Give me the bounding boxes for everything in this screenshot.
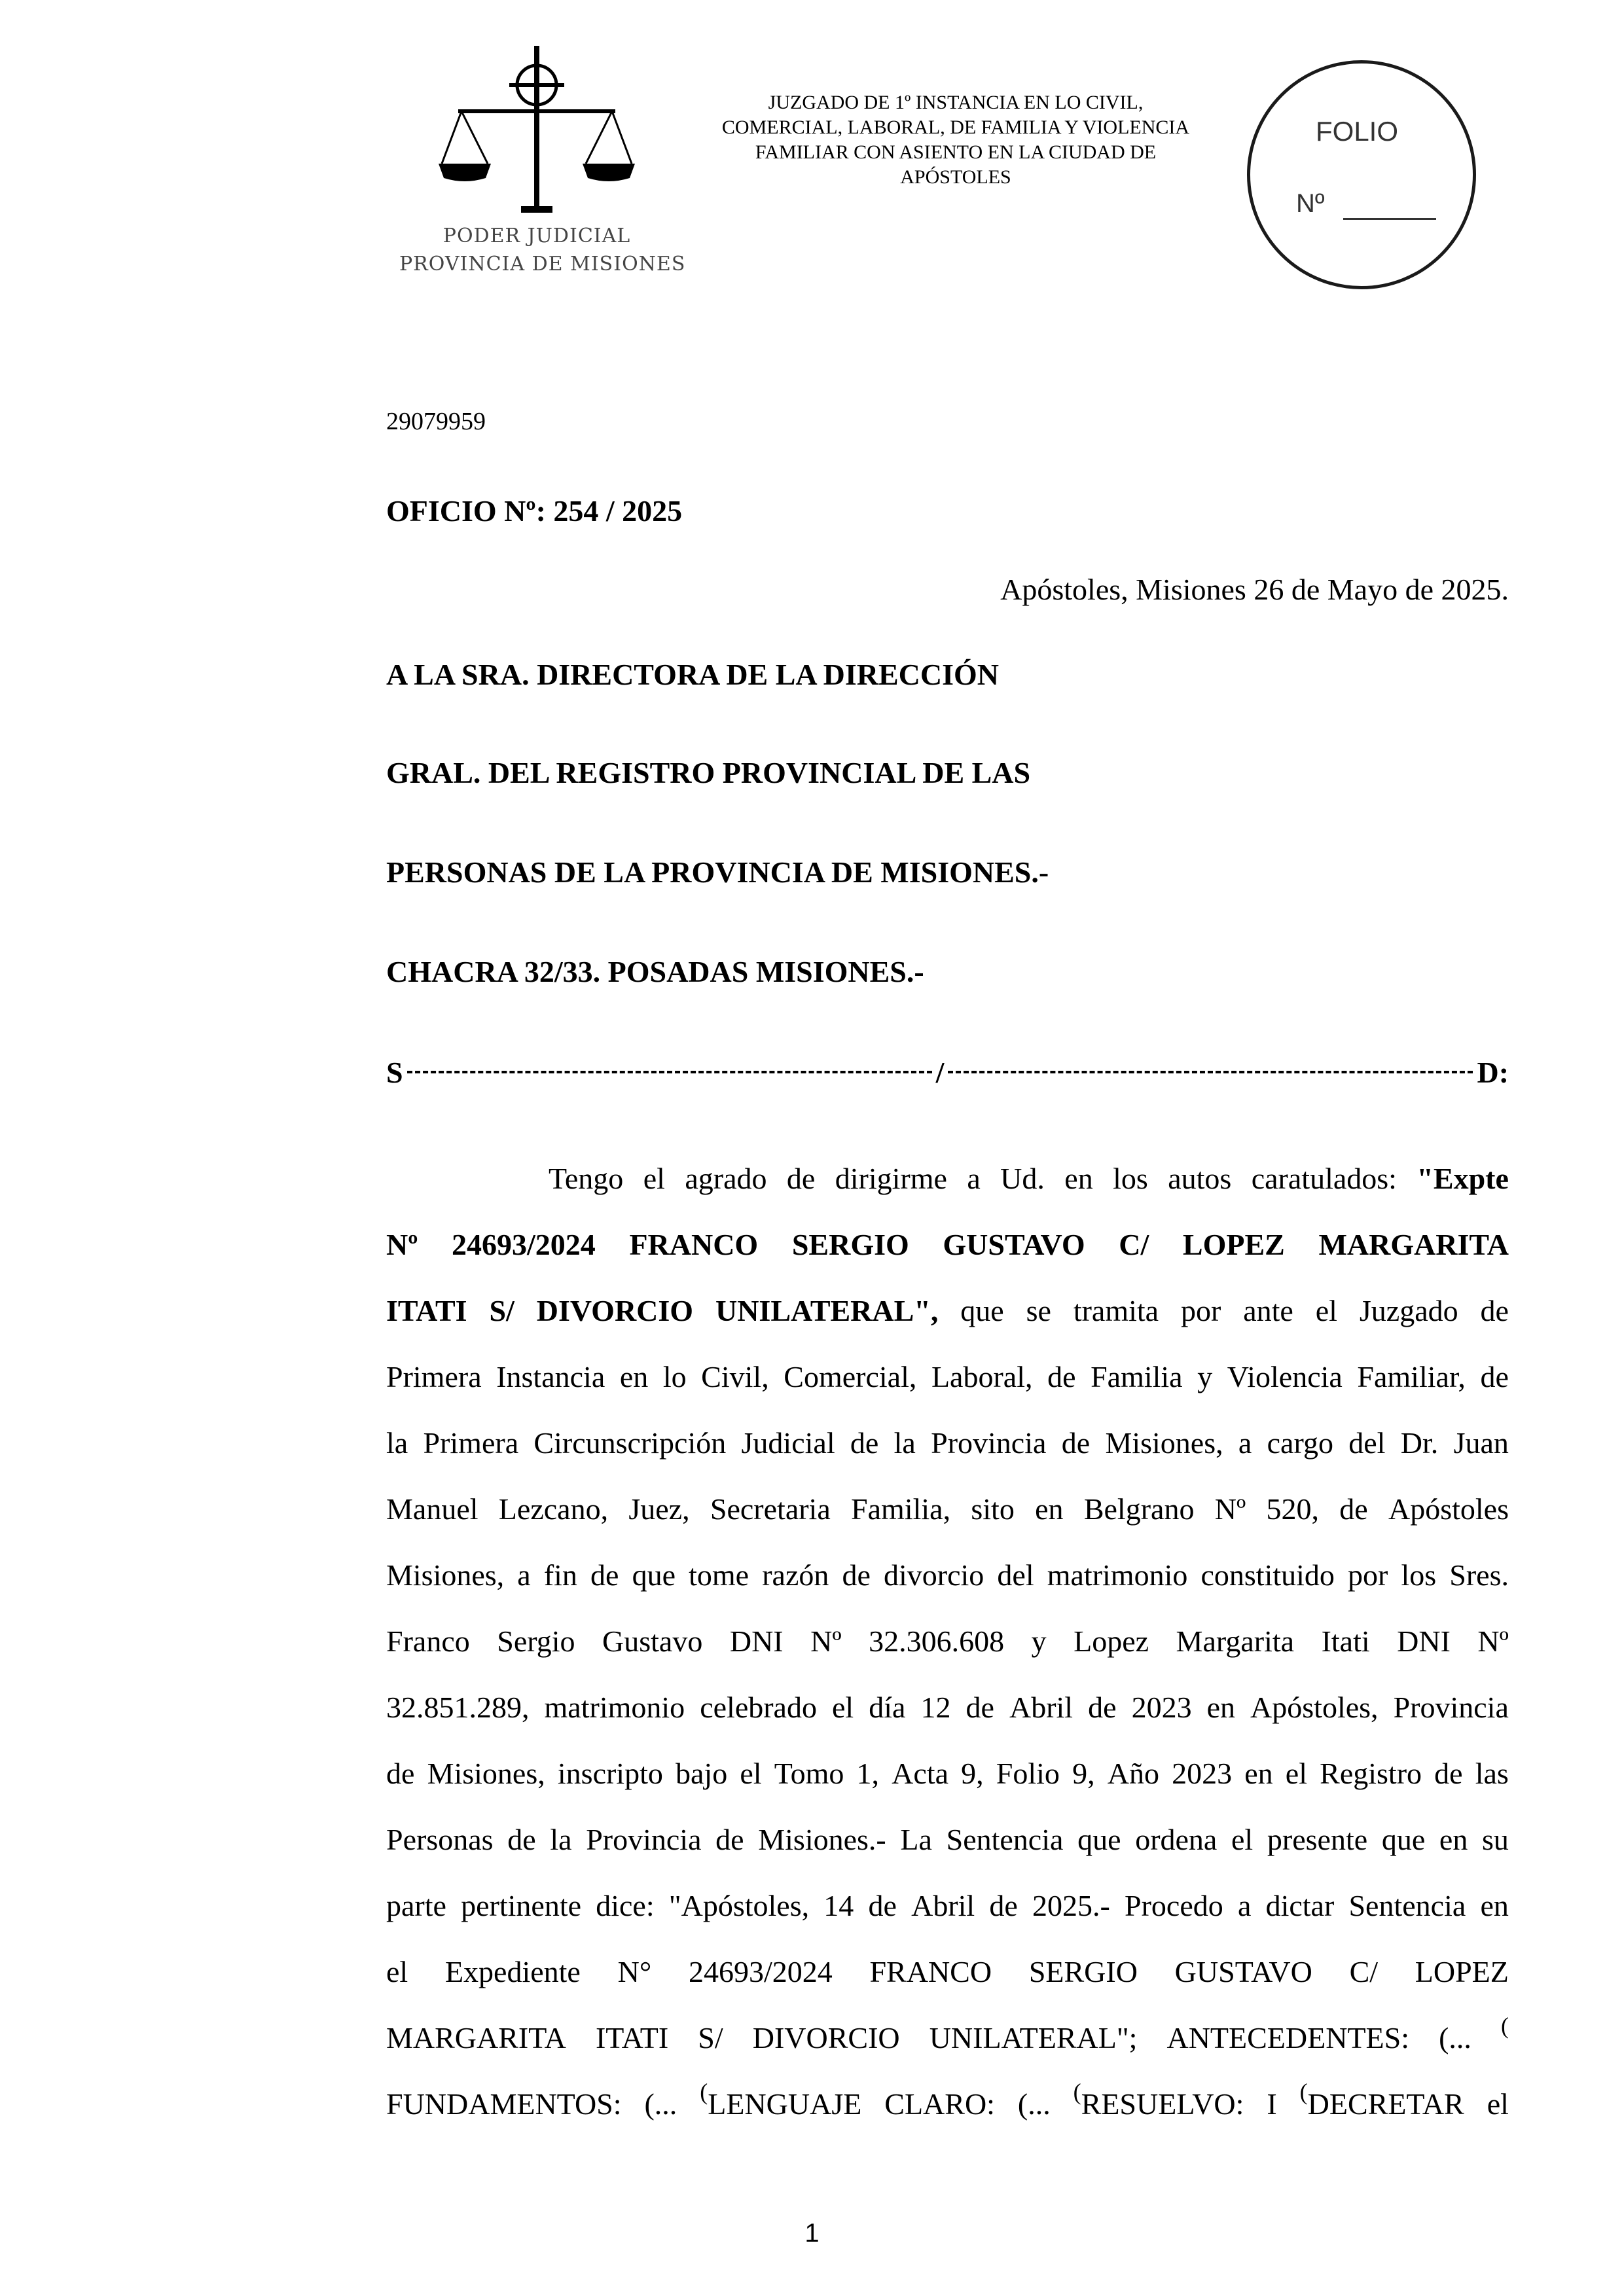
body-word: Nº: [810, 1624, 842, 1658]
body-word: Circunscripción: [533, 1426, 727, 1460]
body-word: DIVORCIO: [752, 2021, 900, 2054]
body-word: Misiones,: [386, 1558, 505, 1592]
body-word: el: [386, 1955, 408, 1988]
body-word: las: [1475, 1757, 1509, 1790]
body-word: Folio: [996, 1757, 1060, 1790]
body-word: matrimonio: [544, 1691, 685, 1724]
body-word: que: [960, 1294, 1004, 1327]
body-word: Judicial: [741, 1426, 835, 1460]
body-word: en: [1244, 1757, 1273, 1790]
body-line: [386, 1674, 1509, 1740]
body-word: S/: [698, 2021, 723, 2054]
body-word: Comercial,: [784, 1360, 917, 1393]
body-word: 14: [823, 1889, 854, 1922]
body-word: LOPEZ: [1182, 1228, 1285, 1261]
body-word: en: [1206, 1691, 1236, 1724]
body-word: GUSTAVO: [943, 1228, 1085, 1261]
body-word: el: [1487, 2087, 1509, 2121]
body-word: de: [715, 1823, 744, 1856]
body-line: [386, 1211, 1509, 1278]
body-word: inscripto: [557, 1757, 663, 1790]
body-word: dice:: [596, 1889, 655, 1922]
body-word: en: [1035, 1492, 1064, 1526]
body-word: Misiones,: [1105, 1426, 1223, 1460]
body-word: del: [1348, 1426, 1386, 1460]
body-word: sito: [971, 1492, 1015, 1526]
body-word: Registro: [1320, 1757, 1422, 1790]
body-word: el: [740, 1757, 762, 1790]
body-word: Misiones.-: [758, 1823, 886, 1856]
body-word: Misiones,: [427, 1757, 545, 1790]
body-word: C/: [1349, 1955, 1379, 1988]
body-word: en: [1064, 1162, 1093, 1195]
folio-label: FOLIO: [1316, 116, 1399, 147]
body-word: y: [1031, 1624, 1047, 1658]
body-word: dirigirme: [835, 1162, 947, 1195]
body-word: por: [1181, 1294, 1221, 1327]
body-word: 24693/2024: [452, 1228, 596, 1261]
oficio-number: OFICIO Nº: 254 / 2025: [386, 494, 683, 528]
folio-stamp: [1247, 60, 1476, 289]
body-word: agrado: [685, 1162, 767, 1195]
body-line: [386, 1344, 1509, 1410]
body-word: divorcio: [884, 1558, 984, 1592]
body-word: matrimonio: [1047, 1558, 1188, 1592]
body-word: "Expte: [1416, 1162, 1509, 1195]
reference-number: 29079959: [386, 408, 486, 435]
body-word: tome: [689, 1558, 749, 1592]
body-word: (DECRETAR: [1299, 2079, 1464, 2121]
body-word: ANTECEDENTES:: [1166, 2021, 1409, 2054]
body-word: de: [1061, 1426, 1091, 1460]
logo-text-provincia: PROVINCIA DE MISIONES: [399, 253, 686, 276]
judicial-logo: [399, 39, 686, 295]
body-word: los: [1401, 1558, 1437, 1592]
body-word: (RESUELVO:: [1073, 2079, 1244, 2121]
body-word: 12: [920, 1691, 951, 1724]
body-word: cargo: [1267, 1426, 1333, 1460]
body-word: Familia,: [851, 1492, 951, 1526]
body-word: a: [517, 1558, 531, 1592]
body-word: Primera: [423, 1426, 519, 1460]
body-line: [386, 1873, 1509, 1939]
body-word: Nº: [1477, 1624, 1509, 1658]
body-word: Franco: [386, 1624, 470, 1658]
court-heading-line: JUZGADO DE 1º INSTANCIA EN LO CIVIL,: [768, 92, 1144, 113]
body-word: la: [386, 1426, 408, 1460]
body-word: de: [386, 1757, 415, 1790]
body-word: Primera: [386, 1360, 482, 1393]
body-word: (...: [1017, 2087, 1051, 2121]
body-word: GUSTAVO: [1174, 1955, 1312, 1988]
body-word: bajo: [676, 1757, 728, 1790]
body-word: (...: [1439, 2021, 1471, 2054]
body-word: Gustavo: [602, 1624, 703, 1658]
body-word: FUNDAMENTOS:: [386, 2087, 622, 2121]
body-word: DIVORCIO: [536, 1294, 694, 1327]
body-word: Tomo: [774, 1757, 844, 1790]
body-word: FRANCO: [629, 1228, 759, 1261]
salutation-middle: /: [935, 1056, 945, 1089]
body-word: constituido: [1200, 1558, 1335, 1592]
body-paragraph: [386, 1145, 1509, 2137]
body-line: [386, 1740, 1509, 1806]
body-word: a: [967, 1162, 981, 1195]
body-word: CLARO:: [884, 2087, 995, 2121]
body-word: Familiar,: [1357, 1360, 1466, 1393]
body-word: el: [1315, 1294, 1337, 1327]
body-word: de: [590, 1558, 619, 1592]
body-word: de: [868, 1889, 897, 1922]
salutation-line: [386, 1055, 1509, 1090]
body-word: el: [832, 1691, 854, 1724]
body-word: Abril: [1009, 1691, 1074, 1724]
body-word: Civil,: [701, 1360, 769, 1393]
body-word: SERGIO: [1028, 1955, 1138, 1988]
body-word: Sentencia: [1348, 1889, 1466, 1922]
body-word: Margarita: [1176, 1624, 1295, 1658]
body-word: Juez,: [628, 1492, 690, 1526]
body-word: Personas: [386, 1823, 494, 1856]
body-word: DNI: [729, 1624, 784, 1658]
body-line: [386, 1542, 1509, 1608]
body-word: el: [1285, 1757, 1307, 1790]
body-word: de: [1047, 1360, 1076, 1393]
body-word: de: [1434, 1757, 1463, 1790]
body-line: [386, 1939, 1509, 2005]
body-word: Sentencia: [946, 1823, 1064, 1856]
body-word: de: [965, 1691, 994, 1724]
body-word: UNILATERAL",: [715, 1294, 939, 1327]
body-word: SERGIO: [791, 1228, 909, 1261]
body-word: Manuel: [386, 1492, 478, 1526]
body-word: Juan: [1453, 1426, 1509, 1460]
body-word: ITATI: [386, 1294, 467, 1327]
body-word: (: [1500, 2013, 1509, 2039]
body-word: 24693/2024: [688, 1955, 833, 1988]
body-word: Nº: [1214, 1492, 1246, 1526]
body-word: Instancia: [496, 1360, 605, 1393]
body-word: 32.306.608: [869, 1624, 1005, 1658]
body-word: de: [989, 1889, 1018, 1922]
body-word: Laboral,: [931, 1360, 1033, 1393]
body-line: [386, 1806, 1509, 1873]
body-word: Familia: [1091, 1360, 1183, 1393]
body-word: de: [842, 1558, 871, 1592]
body-word: Itati: [1321, 1624, 1370, 1658]
body-word: 1,: [856, 1757, 880, 1790]
body-word: del: [997, 1558, 1034, 1592]
body-word: Sergio: [497, 1624, 575, 1658]
body-word: Juzgado: [1359, 1294, 1458, 1327]
body-word: Expediente: [444, 1955, 581, 1988]
body-word: autos: [1168, 1162, 1232, 1195]
body-word: 2023: [1131, 1691, 1192, 1724]
body-word: Lezcano,: [498, 1492, 609, 1526]
body-word: que: [632, 1558, 676, 1592]
court-heading: [681, 90, 1231, 190]
body-word: N°: [617, 1955, 652, 1988]
body-word: Dr.: [1400, 1426, 1439, 1460]
body-word: Nº: [386, 1228, 418, 1261]
body-word: ordena: [1135, 1823, 1218, 1856]
body-word: pertinente: [461, 1889, 582, 1922]
body-word: la: [550, 1823, 572, 1856]
body-word: en: [619, 1360, 649, 1393]
body-word: de: [850, 1426, 879, 1460]
body-word: se: [1026, 1294, 1051, 1327]
body-word: 520,: [1266, 1492, 1319, 1526]
body-line: [386, 1608, 1509, 1674]
body-word: MARGARITA: [1318, 1228, 1509, 1261]
body-word: (LENGUAJE: [700, 2079, 862, 2121]
body-word: Apóstoles: [1388, 1492, 1509, 1526]
scales-of-justice-icon: [439, 39, 635, 216]
court-heading-line: COMERCIAL, LABORAL, DE FAMILIA Y VIOLENCIA: [721, 117, 1190, 138]
body-word: Apóstoles,: [1250, 1691, 1379, 1724]
court-heading-line: APÓSTOLES: [900, 166, 1011, 188]
body-word: de: [1480, 1360, 1509, 1393]
body-word: FRANCO: [869, 1955, 992, 1988]
body-word: parte: [386, 1889, 446, 1922]
body-line: [386, 1278, 1509, 1344]
body-word: UNILATERAL";: [929, 2021, 1138, 2054]
addressee-line: CHACRA 32/33. POSADAS MISIONES.-: [386, 955, 924, 988]
salutation-dashes: [948, 1071, 1473, 1073]
body-word: el: [643, 1162, 665, 1195]
body-word: DNI: [1397, 1624, 1451, 1658]
body-word: 32.851.289,: [386, 1691, 530, 1724]
body-word: Provincia: [931, 1426, 1047, 1460]
addressee-line: A LA SRA. DIRECTORA DE LA DIRECCIÓN: [386, 658, 999, 691]
body-word: Año: [1107, 1757, 1159, 1790]
body-word: de: [507, 1823, 536, 1856]
logo-text-poder-judicial: PODER JUDICIAL: [442, 224, 631, 247]
body-word: ante: [1243, 1294, 1293, 1327]
body-word: en: [1439, 1823, 1468, 1856]
body-word: Tengo: [549, 1162, 624, 1195]
salutation-dashes: [407, 1071, 932, 1073]
body-word: Lopez: [1074, 1624, 1149, 1658]
body-line: [386, 2005, 1509, 2071]
body-word: "Apóstoles,: [668, 1889, 810, 1922]
salutation-end: D:: [1477, 1056, 1509, 1089]
body-word: lo: [662, 1360, 687, 1393]
body-word: de: [1088, 1691, 1117, 1724]
body-word: 2025.-: [1032, 1889, 1110, 1922]
body-word: 9,: [1072, 1757, 1095, 1790]
body-word: Secretaria: [710, 1492, 831, 1526]
folio-number-blank: [1343, 218, 1436, 220]
place-and-date: Apóstoles, Misiones 26 de Mayo de 2025.: [1000, 573, 1509, 606]
addressee-line: PERSONAS DE LA PROVINCIA DE MISIONES.-: [386, 855, 1049, 889]
page-number: 1: [804, 2219, 820, 2248]
court-heading-line: FAMILIAR CON ASIENTO EN LA CIUDAD DE: [755, 141, 1157, 163]
body-word: la: [893, 1426, 916, 1460]
body-word: razón: [762, 1558, 829, 1592]
body-line: [386, 1410, 1509, 1476]
body-word: presente: [1267, 1823, 1368, 1856]
body-word: Provincia: [1393, 1691, 1509, 1724]
body-word: de: [786, 1162, 816, 1195]
body-word: Sres.: [1449, 1558, 1509, 1592]
body-word: La: [900, 1823, 932, 1856]
body-word: en: [1480, 1889, 1509, 1922]
addressee-line: GRAL. DEL REGISTRO PROVINCIAL DE LAS: [386, 756, 1031, 789]
body-word: día: [869, 1691, 906, 1724]
body-word: fin: [543, 1558, 577, 1592]
body-word: de: [1339, 1492, 1368, 1526]
body-word: Acta: [892, 1757, 948, 1790]
body-word: de: [1480, 1294, 1509, 1327]
body-word: los: [1113, 1162, 1148, 1195]
body-word: por: [1348, 1558, 1388, 1592]
body-word: y: [1197, 1360, 1213, 1393]
body-word: Belgrano: [1083, 1492, 1195, 1526]
body-word: LOPEZ: [1415, 1955, 1509, 1988]
salutation-start: S: [386, 1056, 403, 1089]
body-word: que: [1381, 1823, 1426, 1856]
body-word: Abril: [911, 1889, 975, 1922]
body-word: su: [1482, 1823, 1509, 1856]
body-word: MARGARITA: [386, 2021, 566, 2054]
body-word: el: [1231, 1823, 1254, 1856]
body-word: Provincia: [586, 1823, 702, 1856]
body-line: [386, 1476, 1509, 1542]
body-word: celebrado: [700, 1691, 817, 1724]
body-word: 9,: [961, 1757, 984, 1790]
body-word: 2023: [1172, 1757, 1233, 1790]
folio-number-label: Nº: [1296, 189, 1325, 218]
body-word: que: [1077, 1823, 1121, 1856]
body-word: Ud.: [1000, 1162, 1045, 1195]
body-word: C/: [1119, 1228, 1149, 1261]
body-word: Violencia: [1227, 1360, 1343, 1393]
body-line: [386, 1145, 1509, 1211]
body-word: S/: [489, 1294, 514, 1327]
body-word: (...: [644, 2087, 677, 2121]
body-word: a: [1237, 1889, 1252, 1922]
body-word: ITATI: [595, 2021, 669, 2054]
body-word: a: [1238, 1426, 1252, 1460]
body-word: Procedo: [1125, 1889, 1223, 1922]
body-word: caratulados:: [1251, 1162, 1397, 1195]
body-word: tramita: [1073, 1294, 1159, 1327]
body-line: [386, 2071, 1509, 2137]
body-word: dictar: [1265, 1889, 1335, 1922]
body-word: I: [1267, 2087, 1277, 2121]
